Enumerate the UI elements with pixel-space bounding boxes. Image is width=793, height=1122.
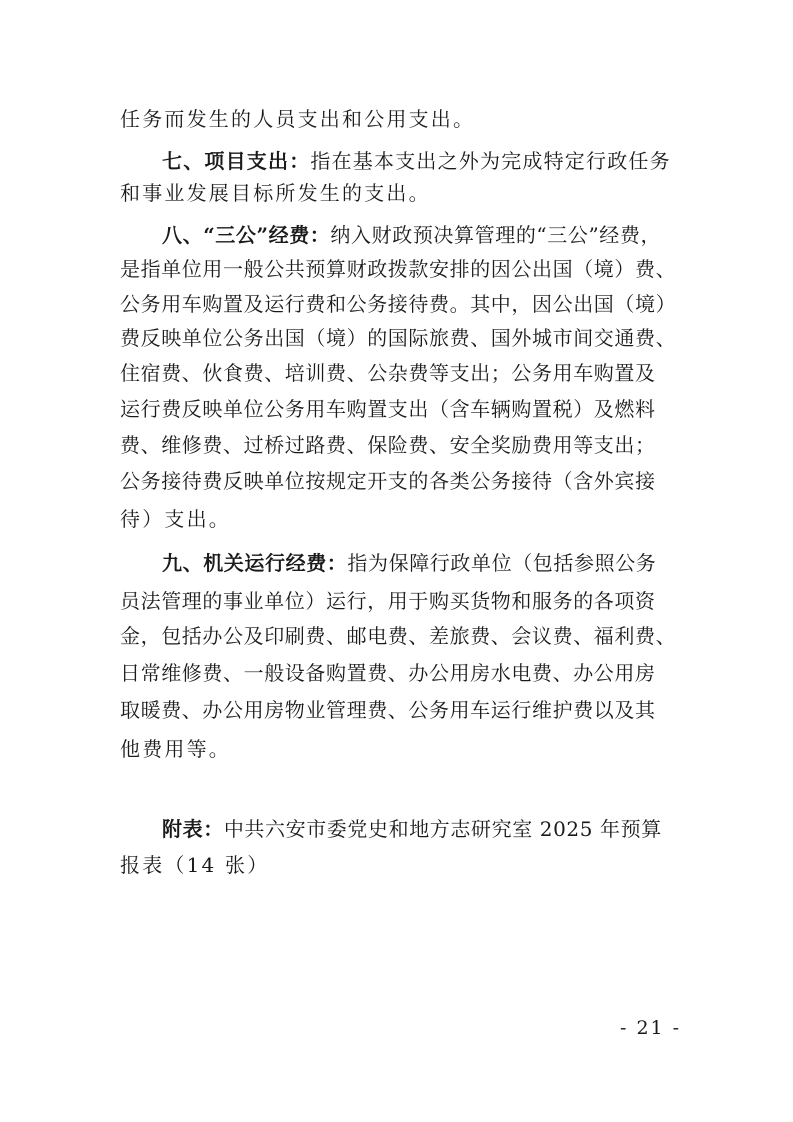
text-line: 公务用车购置及运行费和公务接待费。其中，因公出国（境） <box>120 292 677 316</box>
appendix-line: 附表：中共六安市委党史和地方志研究室 2025 年预算 <box>162 817 662 841</box>
text-line: 取暖费、办公用房物业管理费、公务用车运行维护费以及其 <box>120 698 656 722</box>
section-heading-three-public-expenses: 八、“三公”经费：纳入财政预决算管理的“三公”经费， <box>162 223 662 247</box>
page-number: - 21 - <box>620 1017 682 1039</box>
text-line: 金，包括办公及印刷费、邮电费、差旅费、会议费、福利费、 <box>120 624 677 648</box>
text-line: 员法管理的事业单位）运行，用于购买货物和服务的各项资 <box>120 589 656 613</box>
text-line: 任务而发生的人员支出和公用支出。 <box>120 107 476 131</box>
text-line: 费、维修费、过桥过路费、保险费、安全奖励费用等支出； <box>120 433 656 457</box>
appendix-label: 附表： <box>162 817 224 841</box>
text-line: 费反映单位公务出国（境）的国际旅费、国外城市间交通费、 <box>120 326 677 350</box>
text-line: 运行费反映单位公务用车购置支出（含车辆购置税）及燃料 <box>120 397 656 421</box>
text-line: 报表（14 张） <box>120 853 270 877</box>
text-line: 待）支出。 <box>120 507 231 531</box>
text-line: 住宿费、伙食费、培训费、公杂费等支出；公务用车购置及 <box>120 361 656 385</box>
section-heading-agency-operating-expenses: 九、机关运行经费：指为保障行政单位（包括参照公务 <box>162 551 657 575</box>
heading-term: 九、机关运行经费： <box>162 551 348 575</box>
text-line: 是指单位用一般公共预算财政拨款安排的因公出国（境）费、 <box>120 257 677 281</box>
section-heading-project-expenditure: 七、项目支出：指在基本支出之外为完成特定行政任务 <box>162 149 671 173</box>
heading-term: 七、项目支出： <box>162 149 311 173</box>
text-line: 日常维修费、一般设备购置费、办公用房水电费、办公用房 <box>120 661 656 685</box>
heading-term: 八、“三公”经费： <box>162 223 331 247</box>
text-line: 他费用等。 <box>120 737 231 761</box>
text-line: 和事业发展目标所发生的支出。 <box>120 181 431 205</box>
text-line: 公务接待费反映单位按规定开支的各类公务接待（含外宾接 <box>120 469 656 493</box>
